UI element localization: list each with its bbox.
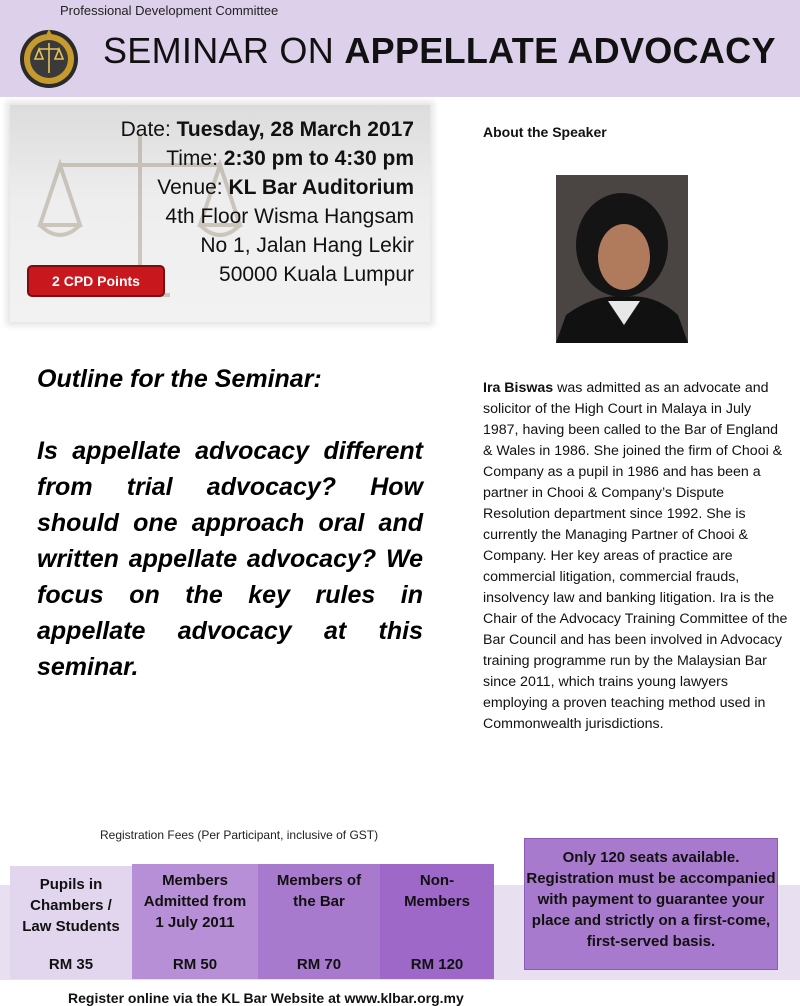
event-info-box bbox=[10, 105, 430, 322]
fee-pupils: Pupils in Chambers / Law Students RM 35 bbox=[10, 866, 132, 979]
fee-non-members: Non-Members RM 120 bbox=[380, 864, 494, 979]
outline-body: Is appellate advocacy different from trial advocacy? How should one approach oral and written appellate advocacy? We focus on the key rules in appellate advocacy at this seminar. bbox=[37, 437, 423, 681]
kl-bar-logo-icon bbox=[18, 25, 80, 91]
event-details bbox=[121, 115, 414, 289]
fee-members: Members of the Bar RM 70 bbox=[258, 864, 380, 979]
event-venue: Venue: KL Bar Auditorium bbox=[157, 176, 414, 199]
speaker-photo bbox=[556, 175, 688, 343]
header-banner bbox=[0, 0, 800, 97]
registration-fees-heading: Registration Fees (Per Participant, inclusive of GST) bbox=[100, 828, 379, 842]
address-line-3: 50000 Kuala Lumpur bbox=[219, 263, 414, 286]
cpd-points-badge: 2 CPD Points bbox=[27, 265, 165, 297]
seats-notice: Only 120 seats available. Registration must be accompanied with payment to guarantee your place and strictly on a first-come, first-served basis. bbox=[524, 838, 778, 970]
register-online-link[interactable]: Register online via the KL Bar Website at www.klbar.org.my bbox=[68, 990, 464, 1006]
title-main: APPELLATE ADVOCACY bbox=[344, 30, 776, 71]
about-speaker-heading: About the Speaker bbox=[483, 124, 607, 140]
outline-heading: Outline for the Seminar: bbox=[37, 365, 322, 393]
fee-price: RM 70 bbox=[296, 956, 342, 973]
fee-new-members: Members Admitted from 1 July 2011 RM 50 bbox=[132, 864, 258, 979]
fee-price: RM 35 bbox=[48, 956, 94, 973]
speaker-name: Ira Biswas bbox=[483, 380, 554, 396]
event-time: Time: 2:30 pm to 4:30 pm bbox=[166, 147, 414, 170]
committee-name: Professional Development Committee bbox=[60, 3, 279, 18]
title-prefix: SEMINAR ON bbox=[103, 30, 335, 71]
fee-price: RM 50 bbox=[172, 956, 218, 973]
page-title bbox=[103, 30, 776, 72]
address-line-1: 4th Floor Wisma Hangsam bbox=[165, 205, 414, 228]
fee-price: RM 120 bbox=[410, 956, 464, 973]
address-line-2: No 1, Jalan Hang Lekir bbox=[200, 234, 414, 257]
speaker-bio: Ira Biswas was admitted as an advocate and solicitor of the High Court in Malaya in July 1987, having been called to the Bar of England & Wales in 1986. She joined the firm of Chooi & Company as a pupil in 1986 and has been a partner in Chooi & Company’s Dispute Resolution department since 1992. She is currently the Managing Partner of Chooi & Company. Her key areas of practice are commercial litigation, commercial frauds, insolvency law and banking litigation. Ira is the Chair of the Advocacy Training Committee of the Bar Council and has been involved in Advocacy training programme run by the Malaysian Bar since 2011, which trains young lawyers employing a proven teaching method used in Commonwealth jurisdictions. bbox=[483, 380, 788, 732]
event-date: Date: Tuesday, 28 March 2017 bbox=[120, 118, 414, 141]
